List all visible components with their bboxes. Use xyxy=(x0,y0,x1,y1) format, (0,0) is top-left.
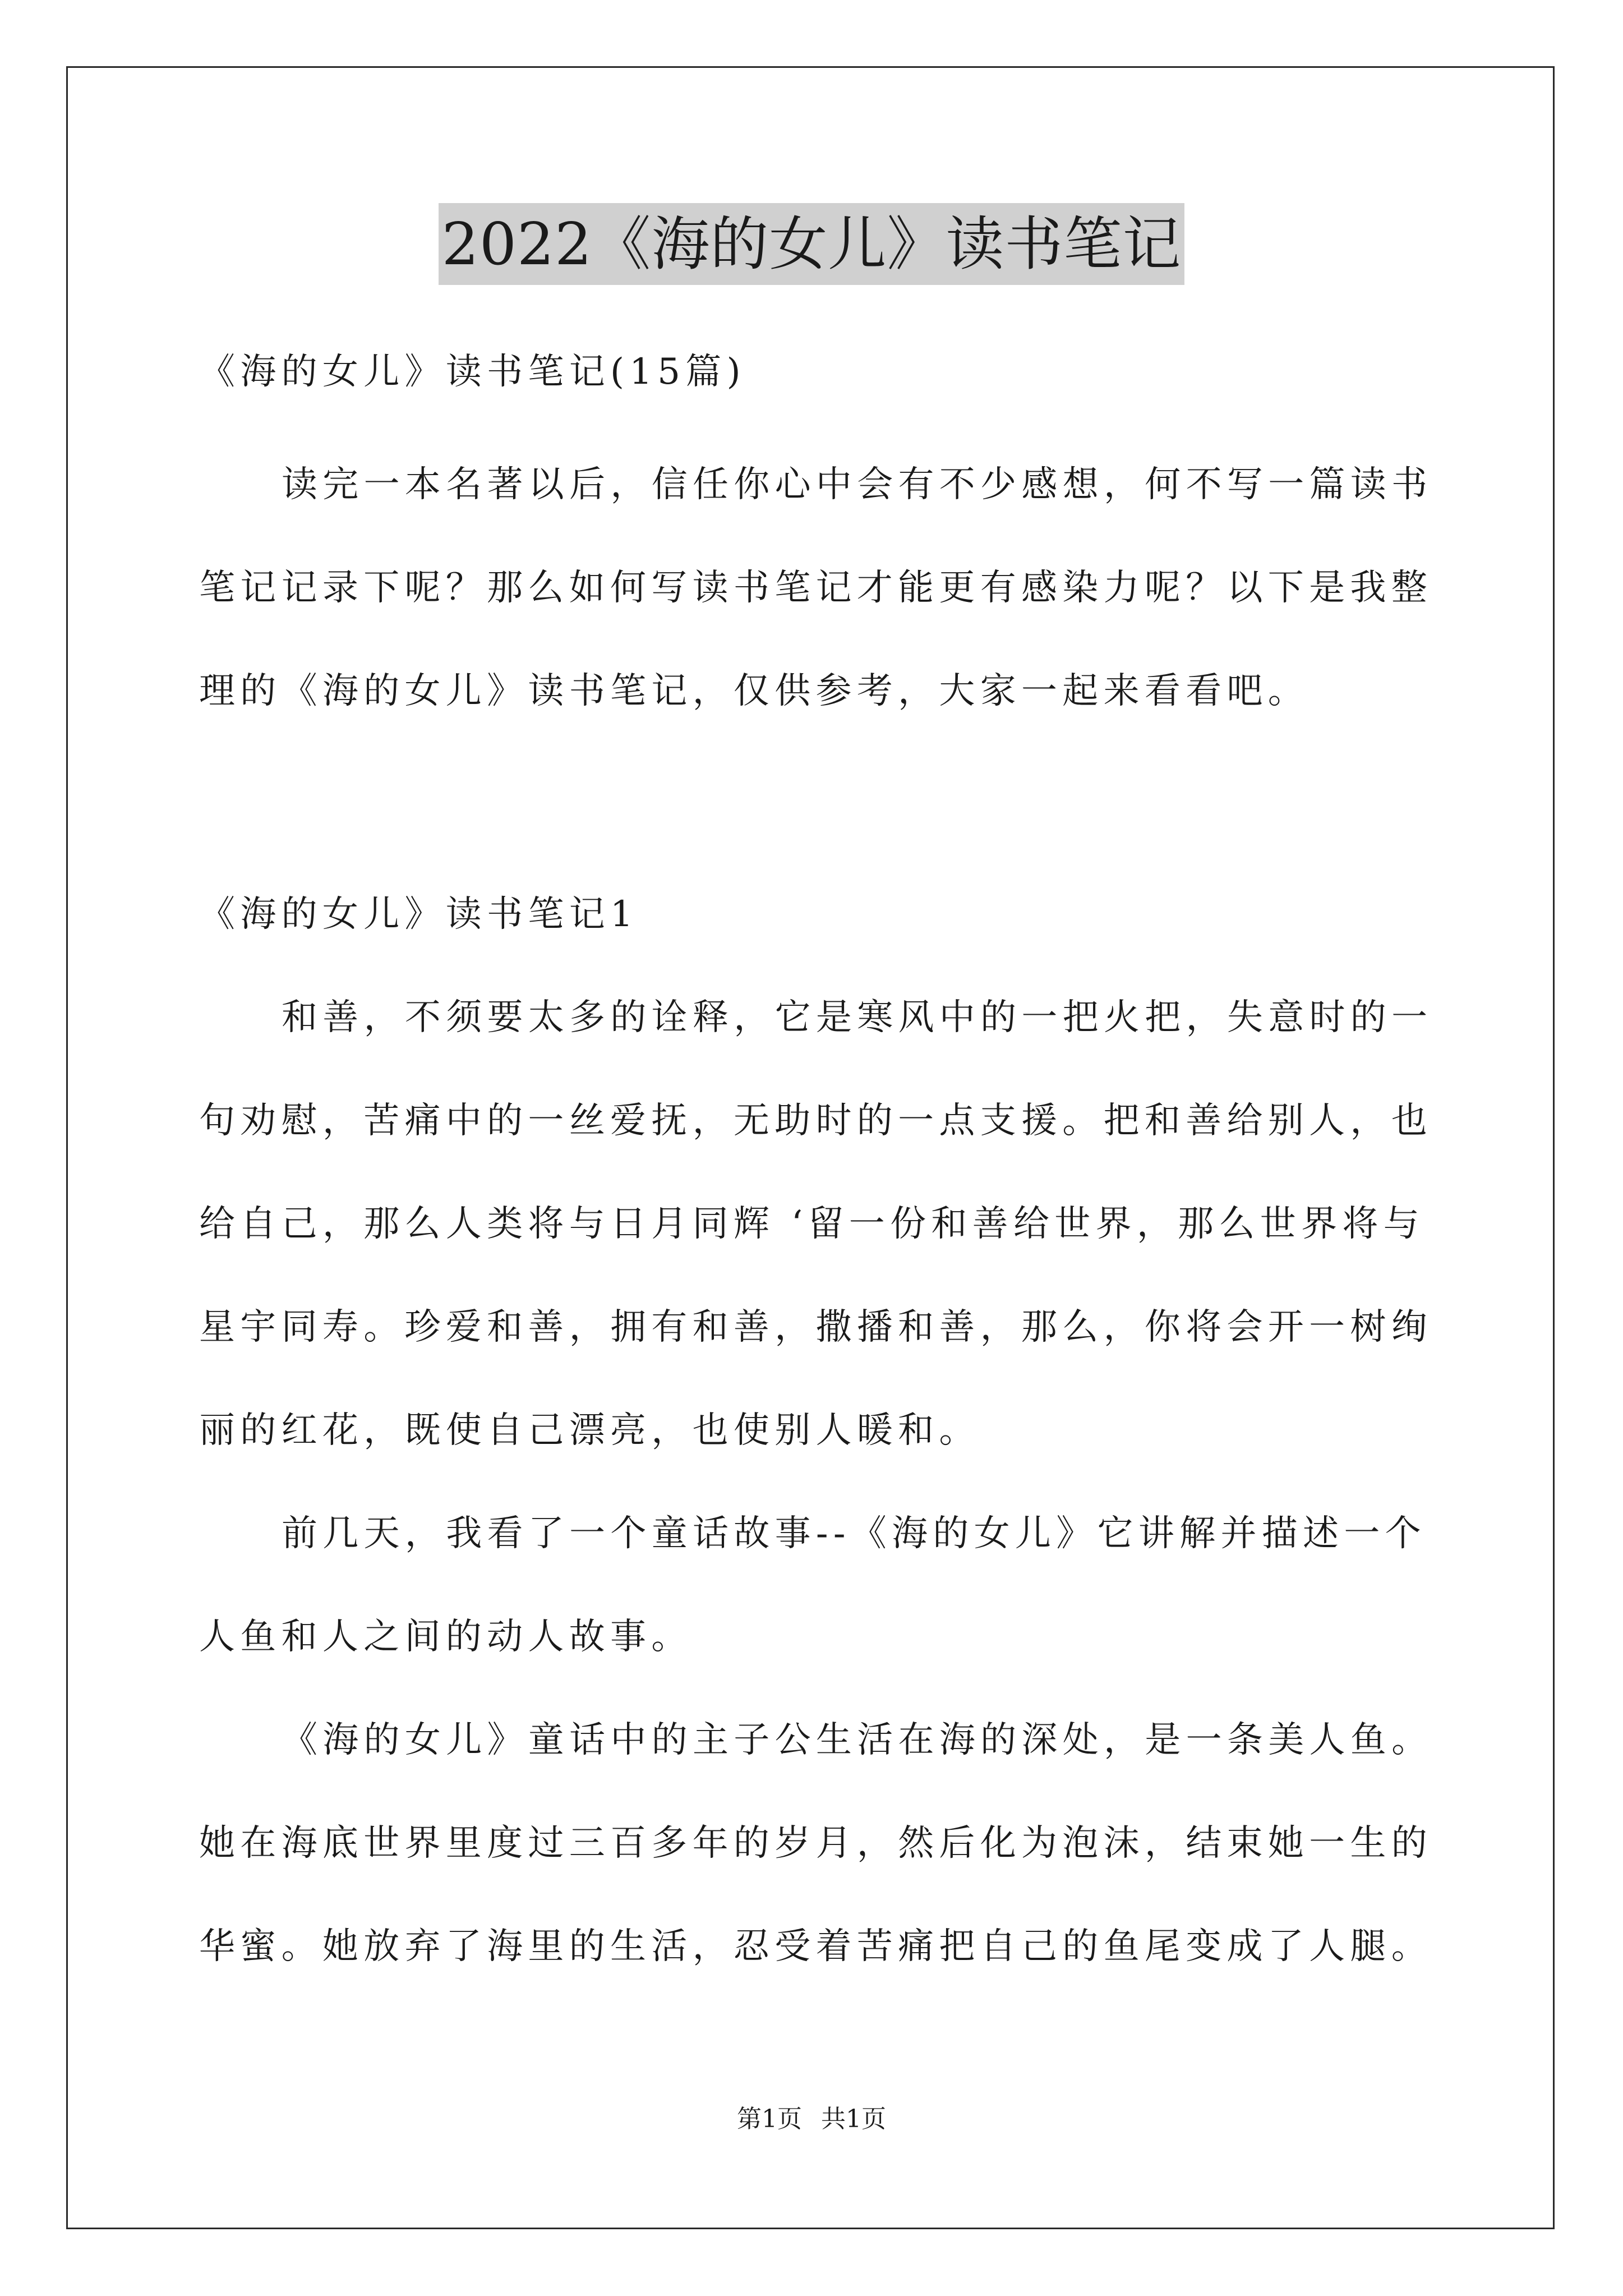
para2-line: 人鱼和人之间的动人故事。 xyxy=(199,1616,693,1658)
para1-line: 句劝慰，苦痛中的一丝爱抚，无助时的一点支援。把和善给别人，也 xyxy=(199,1100,1432,1142)
section-heading: 《海的女儿》读书笔记1 xyxy=(199,894,639,935)
para3-line: 华蜜。她放弃了海里的生活，忍受着苦痛把自己的鱼尾变成了人腿。 xyxy=(199,1926,1432,1967)
page-footer xyxy=(0,2102,1623,2136)
document-subtitle: 《海的女儿》读书笔记(15篇) xyxy=(199,351,746,393)
para1-line: 星宇同寿。珍爱和善，拥有和善，撒播和善，那么，你将会开一树绚 xyxy=(199,1306,1432,1348)
page-number: 第1页 xyxy=(737,2105,802,2133)
para3-line: 《海的女儿》童话中的主子公生活在海的深处，是一条美人鱼。 xyxy=(282,1719,1433,1761)
page-total: 共1页 xyxy=(821,2105,886,2133)
intro-line: 理的《海的女儿》读书笔记，仅供参考，大家一起来看看吧。 xyxy=(199,670,1310,712)
para1-line: 和善，不须要太多的诠释，它是寒风中的一把火把，失意时的一 xyxy=(282,997,1433,1038)
intro-line: 笔记记录下呢？那么如何写读书笔记才能更有感染力呢？以下是我整 xyxy=(199,567,1432,609)
para2-line: 前几天，我看了一个童话故事--《海的女儿》它讲解并描述一个 xyxy=(282,1513,1426,1554)
intro-line: 读完一本名著以后，信任你心中会有不少感想，何不写一篇读书 xyxy=(282,464,1433,505)
para1-line: 给自己，那么人类将与日月同辉 ‘留一份和善给世界，那么世界将与 xyxy=(199,1203,1424,1245)
document-title: 2022《海的女儿》读书笔记 xyxy=(439,203,1185,285)
para3-line: 她在海底世界里度过三百多年的岁月，然后化为泡沫，结束她一生的 xyxy=(199,1823,1432,1864)
title-container xyxy=(0,203,1623,285)
para1-line: 丽的红花，既使自己漂亮，也使别人暖和。 xyxy=(199,1410,980,1451)
